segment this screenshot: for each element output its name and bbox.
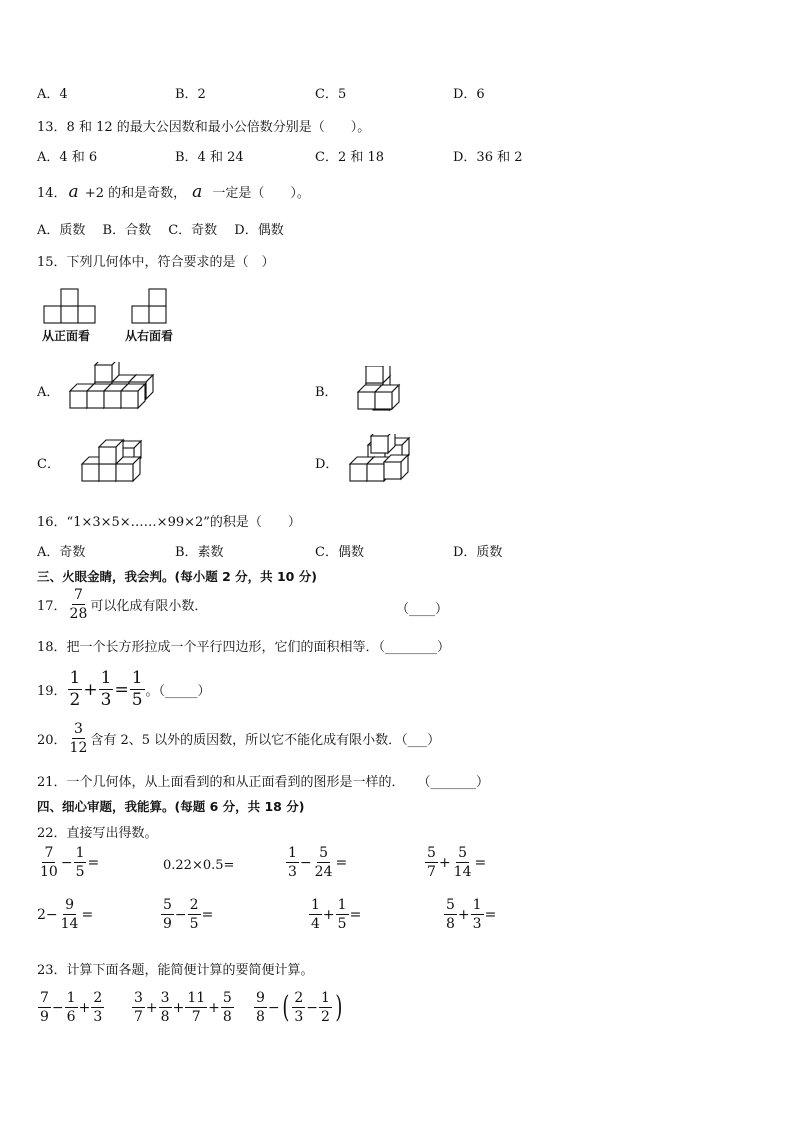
q15-option-c-label: C． [37,457,60,472]
q23-text: 23．计算下面各题，能简便计算的要简便计算。 [37,963,314,978]
section-3-heading: 三、火眼金睛，我会判。(每小题 2 分，共 10 分) [37,569,317,584]
cube [95,362,119,382]
q12-option-a: A．4 [37,87,68,102]
q22-item-5: 2− $\frac{9}{14}$ = [37,897,94,932]
q22-item-3: $\frac{1}{3}$ − $\frac{5}{24}$ = [288,845,348,880]
q16-option-b: B．素数 [175,545,224,560]
q20-number: 20． [37,733,67,748]
q14-options: A．质数 B．合数 C．奇数 D．偶数 [37,223,284,238]
q22-lead: 2− [37,906,58,923]
q17-denominator: 28 [69,606,88,622]
right-view-label: 从右面看 [125,329,174,343]
q22-item-1: $\frac{7}{10}$ − $\frac{1}{5}$ = [40,845,100,880]
q20-denominator: 12 [69,740,88,756]
cube [371,434,395,453]
front-view-shape [44,289,95,323]
q15-option-a-label: A． [37,385,60,400]
q15-figure-a [66,362,158,416]
q15-figure-c [78,438,144,488]
q22-item-8: $\frac{5}{8}$ + $\frac{1}{3}$ = [446,897,497,932]
cube [375,385,399,409]
q17-answer-blank[interactable]: （____） [396,602,449,617]
q20-numerator: 3 [74,721,83,737]
q17-number: 17． [37,599,67,614]
q22-text: 22．直接写出得数。 [37,826,158,841]
q12-option-d: D．6 [453,87,485,102]
q14-mid: +2 的和是奇数， [80,186,187,201]
q14-end: 一定是（ ）。 [208,186,310,201]
q19-end: 。（_____） [145,684,211,699]
q20-fraction [68,722,90,755]
cube [99,440,123,464]
q19-fraction-a [68,670,83,709]
q15-option-d-label: D． [315,457,339,472]
front-view-label: 从正面看 [42,329,91,343]
q14-text [37,182,310,202]
q13-text: 13．8 和 12 的最大公因数和最小公倍数分别是（ ）。 [37,120,371,135]
q19-number: 19． [37,684,67,699]
q23-item-2: $\frac{3}{7}$ + $\frac{3}{8}$ + $\frac{11}{7}$ + $\frac{5}{8}$ [134,990,232,1025]
q15-figure-b [354,366,406,414]
q17-numerator: 7 [74,587,83,603]
q13-option-a: A．4 和 6 [37,150,98,165]
q15-text: 15．下列几何体中，符合要求的是（ ） [37,255,275,270]
q19-c-numerator: 1 [131,668,143,688]
q19-a-numerator: 1 [69,668,81,688]
q16-option-c: C．偶数 [315,545,364,560]
q23-item-3: $\frac{9}{8}$ − ( $\frac{2}{3}$ − $\frac{1}{2}$ ) [256,989,343,1025]
q20-text: 含有 2、5 以外的质因数，所以它不能化成有限小数．（___） [90,733,441,748]
q22-item-6: $\frac{5}{9}$ − $\frac{2}{5}$ = [163,897,214,932]
q19-a-denominator: 2 [69,690,81,710]
section-4-heading: 四、细心审题，我能算。(每题 6 分，共 18 分) [37,799,305,814]
cube [384,455,408,479]
q17 [37,588,207,621]
q22-item-2: 0.22×0.5= [163,858,235,873]
q15-figure-d [346,434,418,488]
q13-option-d: D．36 和 2 [453,150,523,165]
q19-fraction-c [130,670,145,709]
q17-fraction [68,588,90,621]
q18-text: 18．把一个长方形拉成一个平行四边形，它们的面积相等．（________） [37,640,451,655]
q19-c-denominator: 5 [131,690,143,710]
q21-text: 21．一个几何体，从上面看到的和从正面看到的图形是一样的． （_______） [37,775,490,790]
q19-b-denominator: 3 [100,690,112,710]
q14-var2: a [192,182,203,202]
q19-fraction-b [99,670,114,709]
q23-item-1: $\frac{7}{9}$ − $\frac{1}{6}$ + $\frac{2}{3}$ [40,990,103,1025]
q15-option-b-label: B． [315,385,338,400]
q17-text: 可以化成有限小数． [90,599,208,614]
q14-number: 14． [37,186,67,201]
q14-var: a [68,182,79,202]
q13-option-c: C．2 和 18 [315,150,385,165]
q13-option-b: B．4 和 24 [175,150,244,165]
q22-item-4: $\frac{5}{7}$ + $\frac{5}{14}$ = [427,845,487,880]
cube [121,384,145,408]
q19-b-numerator: 1 [100,668,112,688]
q19: 19． $\frac{1}{2}$ + $\frac{1}{3}$ = $\frac{1}{5}$ 。（_____） [37,668,211,710]
q16-text: 16．“1×3×5×……×99×2”的积是（ ） [37,515,301,530]
q12-option-b: B．2 [175,87,206,102]
q16-option-d: D．质数 [453,545,503,560]
right-view-shape [132,289,166,323]
q12-option-c: C．5 [315,87,347,102]
q20 [37,722,440,755]
q22-item-7: $\frac{1}{4}$ + $\frac{1}{5}$ = [311,897,362,932]
q16-option-a: A．奇数 [37,545,86,560]
